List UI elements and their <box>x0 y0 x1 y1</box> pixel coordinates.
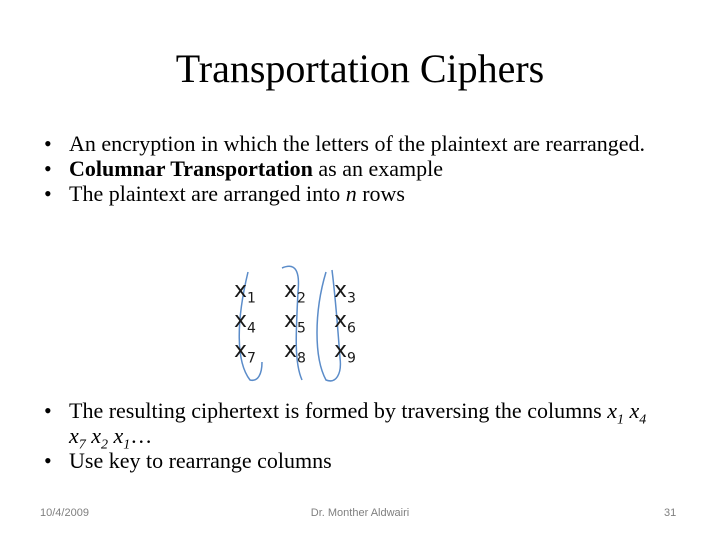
bullet-marker: • <box>44 181 52 206</box>
footer-page-number: 31 <box>664 507 677 519</box>
sequence-x2: $x_2$ <box>91 423 109 453</box>
bullet-list-top <box>44 131 664 206</box>
matrix-cell-x4: $x_4$ <box>234 308 256 337</box>
matrix-cell-x7: $x_7$ <box>234 338 256 367</box>
sequence-ellipsis: … <box>130 423 153 448</box>
matrix-cell-x5: $x_5$ <box>284 308 306 337</box>
bullet-list-bottom <box>44 398 664 473</box>
matrix-cell-x2: $x_2$ <box>284 278 306 307</box>
bullet-italic-n: n <box>345 181 357 206</box>
bullet-example <box>44 156 664 181</box>
bullet-definition <box>44 131 664 156</box>
matrix-cell-x3: $x_3$ <box>334 278 356 307</box>
sequence-x1: $x_1$ <box>607 398 625 428</box>
matrix-cell-x9: $x_9$ <box>334 338 356 367</box>
sequence-x7: $x_7$ <box>69 423 86 453</box>
bullet-marker: • <box>44 448 52 473</box>
matrix-cell-x6: $x_6$ <box>334 308 356 337</box>
footer-date: 10/4/2009 <box>40 507 89 519</box>
matrix-cell-x8: $x_8$ <box>284 338 306 367</box>
bullet-key <box>44 448 664 473</box>
bullet-text: An encryption in which the letters of the plaintext are rearranged. <box>69 131 646 156</box>
bullet-text: The plaintext are arranged into <box>69 181 346 206</box>
footer-author: Dr. Monther Aldwairi <box>310 507 410 519</box>
bullet-text: as an example <box>312 156 443 181</box>
bullet-text: Use key to rearrange columns <box>69 448 332 473</box>
bullet-marker: • <box>44 131 52 156</box>
sequence-x1-repeat: $x_1$ <box>113 423 131 453</box>
matrix-cell-x1: $x_1$ <box>234 278 256 307</box>
bullet-text-end: rows <box>356 181 405 206</box>
bullet-marker: • <box>44 156 52 181</box>
bullet-bold-term: Columnar Transportation <box>69 156 313 181</box>
column-matrix-figure <box>226 262 366 388</box>
slide-title: Transportation Ciphers <box>175 46 545 91</box>
bullet-marker: • <box>44 398 52 423</box>
bullet-text: The resulting ciphertext is formed by traversing the columns <box>69 398 608 423</box>
sequence-x4: $x_4$ <box>629 398 647 428</box>
bullet-ciphertext <box>44 398 664 453</box>
bullet-rows <box>44 181 664 206</box>
